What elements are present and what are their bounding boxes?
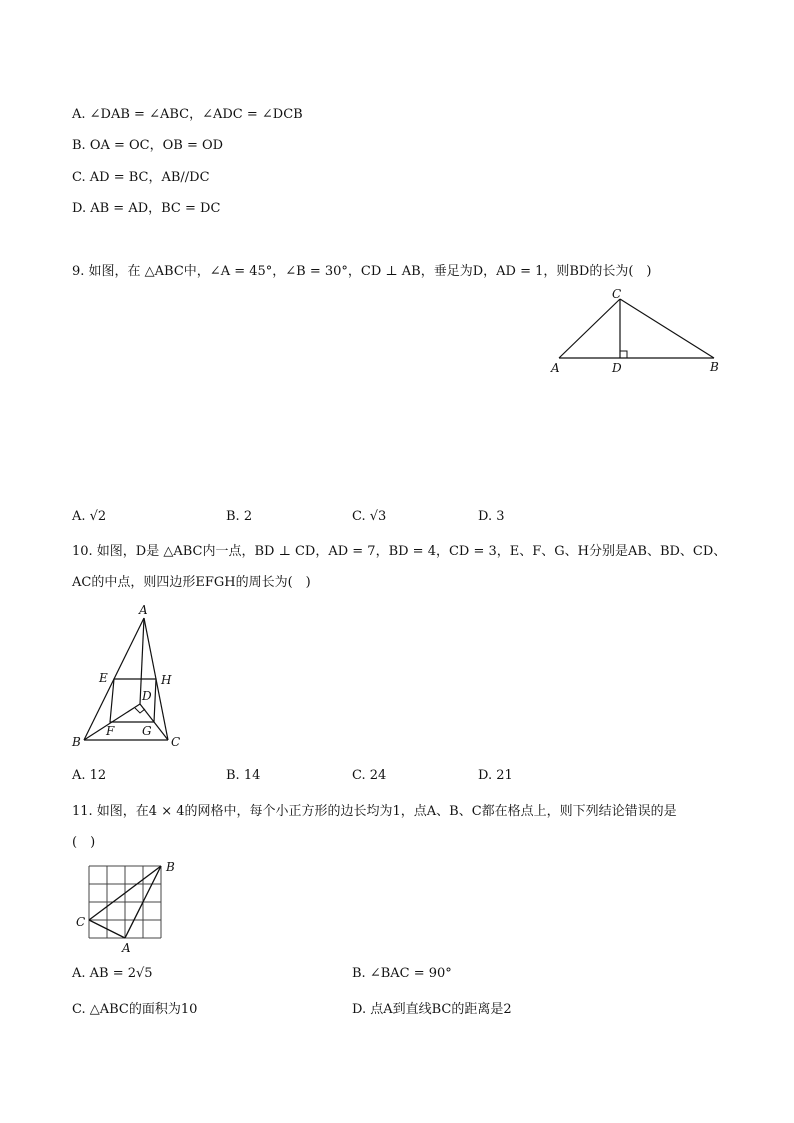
q11-grid-figure bbox=[72, 858, 182, 958]
q9-label-d: D bbox=[612, 361, 622, 375]
q10-stem-line1: 10. 如图，D是 △ABC内一点，BD ⊥ CD，AD = 7，BD = 4，CD = 3，E、F、G、H分别是AB、BD、CD、 bbox=[72, 544, 727, 559]
q10-quadrilateral-figure bbox=[68, 600, 188, 750]
q8-option-d: D. AB = AD，BC = DC bbox=[72, 201, 221, 216]
q9-stem: 9. 如图，在 △ABC中，∠A = 45°，∠B = 30°，CD ⊥ AB，垂足为D，AD = 1，则BD的长为( ) bbox=[72, 264, 652, 279]
q8-option-c: C. AD = BC，AB//DC bbox=[72, 170, 210, 185]
q8-option-a: A. ∠DAB = ∠ABC，∠ADC = ∠DCB bbox=[72, 107, 303, 122]
q11-stem-line2: ( ) bbox=[72, 835, 96, 850]
q10-label-g: G bbox=[142, 724, 152, 738]
q10-label-e: E bbox=[99, 671, 108, 685]
q11-option-b: B. ∠BAC = 90° bbox=[352, 966, 452, 981]
q11-option-d: D. 点A到直线BC的距离是2 bbox=[352, 1002, 512, 1017]
q8-option-b: B. OA = OC，OB = OD bbox=[72, 138, 224, 153]
q10-stem-line2: AC的中点，则四边形EFGH的周长为( ) bbox=[72, 575, 311, 590]
q11-option-a: A. AB = 2√5 bbox=[72, 966, 153, 981]
q10-label-f: F bbox=[106, 724, 115, 738]
q11-label-a: A bbox=[122, 941, 131, 955]
q10-option-d: D. 21 bbox=[478, 768, 513, 783]
q9-triangle-figure bbox=[548, 288, 728, 378]
q11-option-c: C. △ABC的面积为10 bbox=[72, 1002, 198, 1017]
q11-label-c: C bbox=[76, 915, 86, 929]
q9-option-b: B. 2 bbox=[226, 509, 253, 524]
q10-label-h: H bbox=[161, 673, 172, 687]
q9-option-a: A. √2 bbox=[72, 509, 107, 524]
q9-label-b: B bbox=[710, 360, 719, 374]
q10-option-b: B. 14 bbox=[226, 768, 261, 783]
q10-label-d: D bbox=[142, 689, 152, 703]
q10-label-a: A bbox=[139, 603, 148, 617]
q9-label-c: C bbox=[612, 287, 622, 301]
q11-stem-line1: 11. 如图，在4 × 4的网格中，每个小正方形的边长均为1，点A、B、C都在格点上，则下列结论错误的是 bbox=[72, 804, 677, 819]
q11-label-b: B bbox=[166, 860, 175, 874]
q10-label-c: C bbox=[171, 735, 181, 749]
q10-label-b: B bbox=[72, 735, 81, 749]
q10-option-a: A. 12 bbox=[72, 768, 107, 783]
q9-label-a: A bbox=[551, 361, 560, 375]
q9-option-c: C. √3 bbox=[352, 509, 387, 524]
q10-option-c: C. 24 bbox=[352, 768, 387, 783]
q9-option-d: D. 3 bbox=[478, 509, 505, 524]
